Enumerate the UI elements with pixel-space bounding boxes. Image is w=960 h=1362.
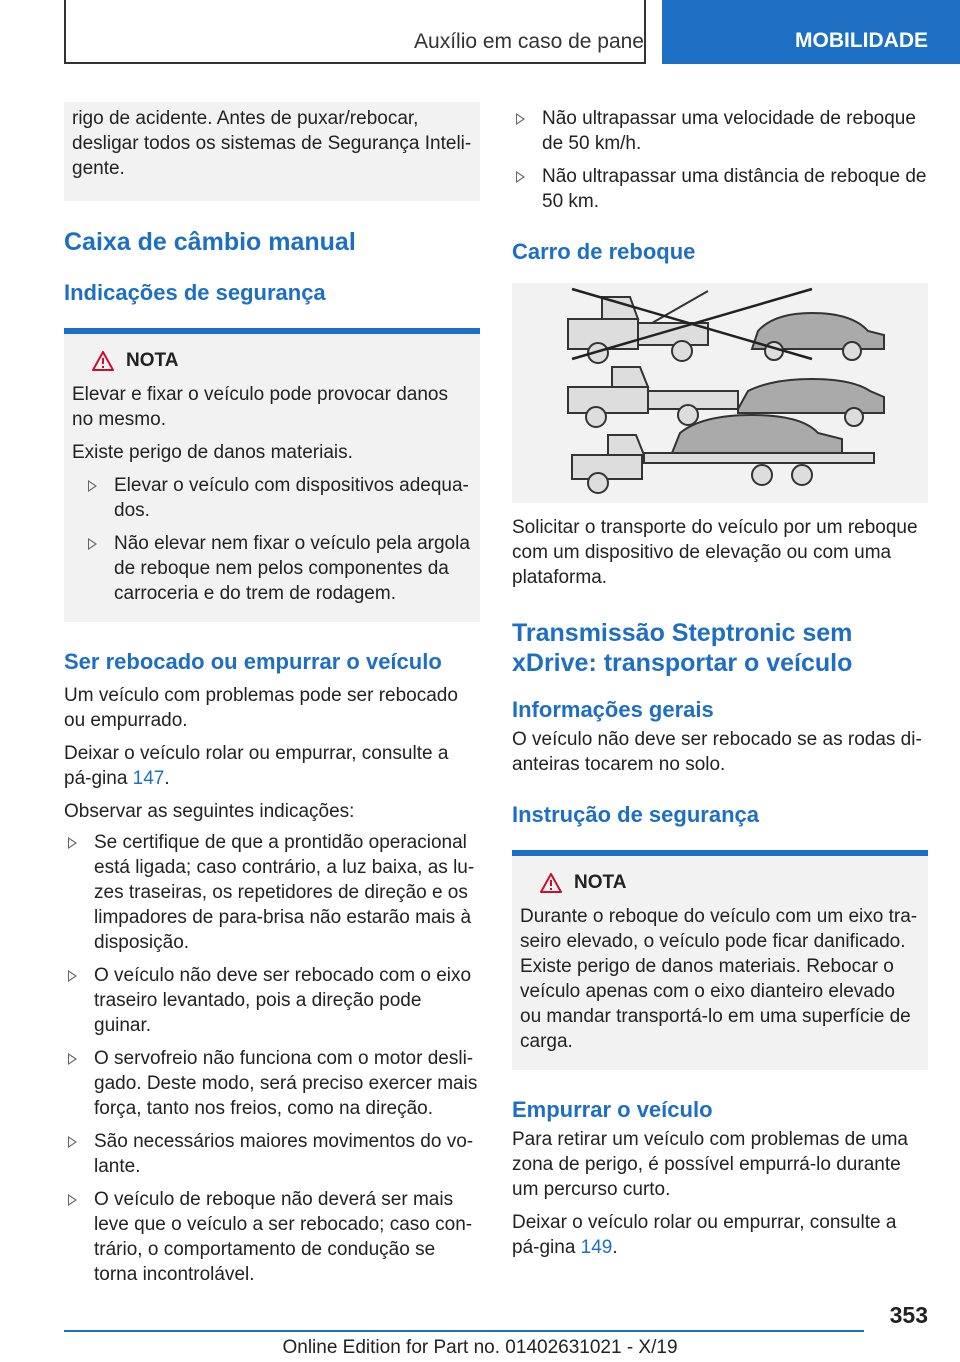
notice-list xyxy=(72,473,472,606)
heading-towing: Ser rebocado ou empurrar o veículo xyxy=(64,649,442,674)
bullet-triangle-icon xyxy=(68,837,77,849)
notice-header xyxy=(520,872,920,894)
list-item: O veículo não deve ser rebocado com o eixo traseiro levantado, pois a direção pode guinar. xyxy=(64,963,480,1038)
right-column xyxy=(512,102,928,1260)
page-link[interactable]: 147 xyxy=(132,768,165,789)
list-item: O servofreio não funciona com o motor desli-gado. Deste modo, será preciso exercer mais força, tanto nos freios, como na direção. xyxy=(64,1046,480,1121)
heading-tow-vehicle: Carro de reboque xyxy=(512,239,696,264)
notice-box-1 xyxy=(64,334,480,622)
list-item: O veículo de reboque não deverá ser mais leve que o veículo a ser rebocado; caso con-trário, o comportamento de condução se torna incontrolável. xyxy=(64,1187,480,1287)
bullet-triangle-icon xyxy=(68,1053,77,1065)
list-item: Não ultrapassar uma distância de reboque de 50 km. xyxy=(512,164,928,214)
paragraph: Solicitar o transporte do veículo por um reboque com um dispositivo de elevação ou com uma plataforma. xyxy=(512,517,918,588)
heading-general-info: Informações gerais xyxy=(512,697,714,722)
notice-text: Existe perigo de danos materiais. xyxy=(72,442,353,463)
bullet-triangle-icon xyxy=(68,1136,77,1148)
tow-truck-illustration xyxy=(512,283,928,503)
bullet-triangle-icon xyxy=(516,171,525,183)
footer-edition: Online Edition for Part no. 01402631021 - X/19 xyxy=(282,1337,678,1358)
notice-box-2 xyxy=(512,856,928,1070)
notice-text: Durante o reboque do veículo com um eixo tra-seiro elevado, o veículo pode ficar danificado. Existe perigo de danos materiais. Rebocar o veículo apenas com o eixo dianteiro elevado ou mandar transportá-lo em uma superfície de carga. xyxy=(520,906,918,1052)
paragraph: Um veículo com problemas pode ser rebocado ou empurrado. xyxy=(64,685,458,731)
page-link[interactable]: 149 xyxy=(580,1237,613,1258)
bullet-triangle-icon xyxy=(88,538,97,550)
list-item: Elevar o veículo com dispositivos adequa-dos. xyxy=(84,473,472,523)
notice-label: NOTA xyxy=(574,872,627,893)
header-chapter-tab[interactable]: MOBILIDADE xyxy=(662,0,960,64)
footer-rule xyxy=(64,1330,864,1332)
list-item: Não elevar nem fixar o veículo pela argola de reboque nem pelos componentes da carroceria e do trem de rodagem. xyxy=(84,531,472,606)
paragraph: Para retirar um veículo com problemas de uma zona de perigo, é possível empurrá-lo durante um percurso curto. xyxy=(512,1129,908,1200)
notice-label: NOTA xyxy=(126,350,179,371)
notice-header xyxy=(72,350,472,372)
paragraph: O veículo não deve ser rebocado se as rodas di-anteiras tocarem no solo. xyxy=(512,729,922,775)
paragraph: Observar as seguintes indicações: xyxy=(64,801,355,822)
heading-safety-instruction: Instrução de segurança xyxy=(512,802,759,827)
intro-box xyxy=(64,102,480,201)
list-item: São necessários maiores movimentos do vo-lante. xyxy=(64,1129,480,1179)
warning-triangle-icon xyxy=(540,873,562,893)
heading-safety-notes: Indicações de segurança xyxy=(64,280,326,305)
heading-push-vehicle: Empurrar o veículo xyxy=(512,1097,713,1122)
header-section-title: Auxílio em caso de pane xyxy=(414,30,644,53)
tow-truck-drawing xyxy=(512,283,928,503)
paragraph: Deixar o veículo rolar ou empurrar, consulte a pá-gina 147. xyxy=(64,743,449,789)
bullet-triangle-icon xyxy=(88,480,97,492)
list-item: Não ultrapassar uma velocidade de reboque de 50 km/h. xyxy=(512,106,928,156)
list-item: Se certifique de que a prontidão operacional está ligada; caso contrário, a luz baixa, as lu-zes traseiras, os repetidores de direção e os limpadores de para-brisa não estarão mais à disposição. xyxy=(64,830,480,955)
bullet-triangle-icon xyxy=(68,970,77,982)
bullet-triangle-icon xyxy=(68,1194,77,1206)
heading-steptronic: Transmissão Steptronic sem xDrive: transportar o veículo xyxy=(512,619,853,677)
heading-manual-gearbox: Caixa de câmbio manual xyxy=(64,228,356,256)
observe-list xyxy=(64,830,480,1287)
bullet-triangle-icon xyxy=(516,113,525,125)
paragraph: Deixar o veículo rolar ou empurrar, consulte a pá-gina 149. xyxy=(512,1212,897,1258)
page-number: 353 xyxy=(889,1302,928,1328)
left-column xyxy=(64,102,480,1287)
warning-triangle-icon xyxy=(92,351,114,371)
intro-text: rigo de acidente. Antes de puxar/rebocar, desligar todos os sistemas de Segurança Inteli-gente. xyxy=(72,108,472,179)
notice-text: Elevar e fixar o veículo pode provocar danos no mesmo. xyxy=(72,384,448,430)
limits-list xyxy=(512,106,928,214)
